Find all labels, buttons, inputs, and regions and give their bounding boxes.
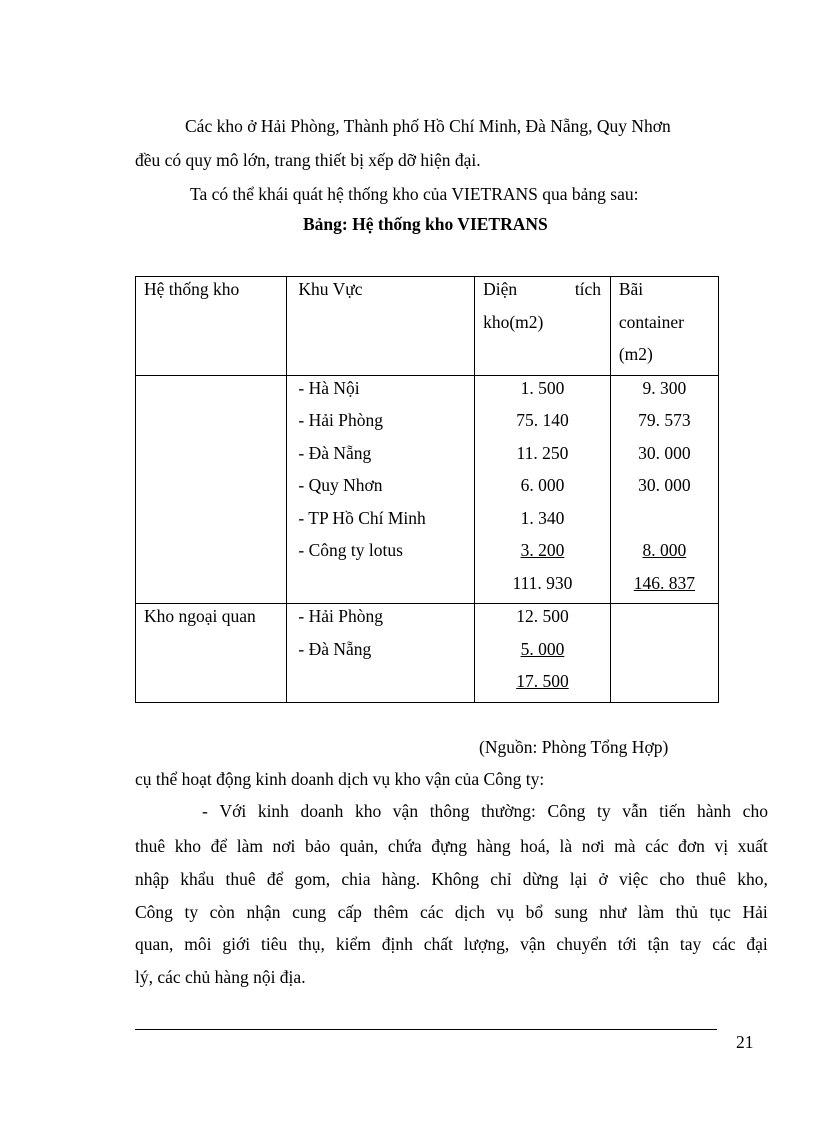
- region-item: - Công ty lotus: [298, 540, 403, 560]
- container-total: 146. 837: [633, 572, 696, 593]
- region-item: - Đà Nẵng: [298, 442, 372, 463]
- body-last-line: lý, các chủ hàng nội địa.: [135, 967, 306, 987]
- container-value: 79. 573: [638, 410, 691, 430]
- cell-containers-empty: [610, 604, 718, 703]
- header-system: Hệ thống kho: [136, 277, 287, 376]
- body-line: quan, môi giới tiêu thụ, kiểm định chất lượng, vận chuyển tới tận tay các đại: [135, 934, 768, 954]
- header-container: Bãi container (m2): [610, 277, 718, 376]
- intro-line-1: Các kho ở Hải Phòng, Thành phố Hồ Chí Minh, Đà Nẵng, Quy Nhơn: [185, 116, 671, 136]
- body-line: - Với kinh doanh kho vận thông thường: Công ty vẫn tiến hành cho: [202, 801, 768, 821]
- cell-regions: [287, 604, 475, 703]
- region-item: - Quy Nhơn: [298, 475, 383, 495]
- region-item: - Hải Phòng: [298, 606, 383, 626]
- container-value: 30. 000: [638, 475, 691, 495]
- cell-areas: [475, 375, 611, 604]
- table-title: Bảng: Hệ thống kho VIETRANS: [303, 214, 548, 234]
- body-line-1: cụ thể hoạt động kinh doanh dịch vụ kho vận của Công ty:: [135, 769, 545, 789]
- area-value: 5. 000: [520, 638, 565, 659]
- warehouse-table: [135, 276, 719, 703]
- area-total: 111. 930: [512, 572, 573, 593]
- region-item: - TP Hồ Chí Minh: [298, 507, 426, 528]
- region-item: - Hải Phòng: [298, 410, 383, 430]
- body-line: Công ty còn nhận cung cấp thêm các dịch vụ bổ sung như làm thủ tục Hải: [135, 902, 768, 922]
- area-total: 17. 500: [516, 671, 569, 691]
- area-value: 11. 250: [516, 442, 569, 463]
- cell-areas: [475, 604, 611, 703]
- intro-line-3: Ta có thể khái quát hệ thống kho của VIETRANS qua bảng sau:: [190, 184, 639, 204]
- container-value: [611, 506, 718, 539]
- cell-regions: [287, 375, 475, 604]
- cell-system: Kho ngoại quan: [136, 604, 287, 703]
- cell-containers: [610, 375, 718, 604]
- cell-system-empty: [136, 375, 287, 604]
- source-note: (Nguồn: Phòng Tổng Hợp): [479, 737, 669, 757]
- table-row: [136, 604, 719, 703]
- page-number: 21: [736, 1032, 754, 1052]
- header-area: Diện tích kho(m2): [475, 277, 611, 376]
- header-region: Khu Vực: [287, 277, 475, 376]
- area-value: 75. 140: [516, 410, 569, 430]
- body-line: thuê kho để làm nơi bảo quản, chứa đựng hàng hoá, là nơi mà các đơn vị xuất: [135, 836, 768, 856]
- region-item: - Hà Nội: [298, 377, 360, 398]
- container-value: 9. 300: [642, 377, 687, 398]
- area-value: 1. 340: [520, 507, 565, 528]
- container-value: 30. 000: [638, 442, 691, 463]
- area-value: 12. 500: [516, 606, 569, 626]
- footer-rule: [135, 1029, 717, 1030]
- area-value: 1. 500: [520, 377, 565, 398]
- body-line: nhập khẩu thuê để gom, chia hàng. Không chỉ dừng lại ở việc cho thuê kho,: [135, 869, 768, 889]
- area-value: 6. 000: [520, 475, 565, 495]
- table-row: [136, 375, 719, 604]
- area-value: 3. 200: [520, 540, 565, 560]
- container-value: 8. 000: [642, 540, 687, 560]
- intro-line-2: đều có quy mô lớn, trang thiết bị xếp dỡ hiện đại.: [135, 150, 481, 170]
- region-item: - Đà Nẵng: [298, 638, 372, 659]
- table-header-row: [136, 277, 719, 376]
